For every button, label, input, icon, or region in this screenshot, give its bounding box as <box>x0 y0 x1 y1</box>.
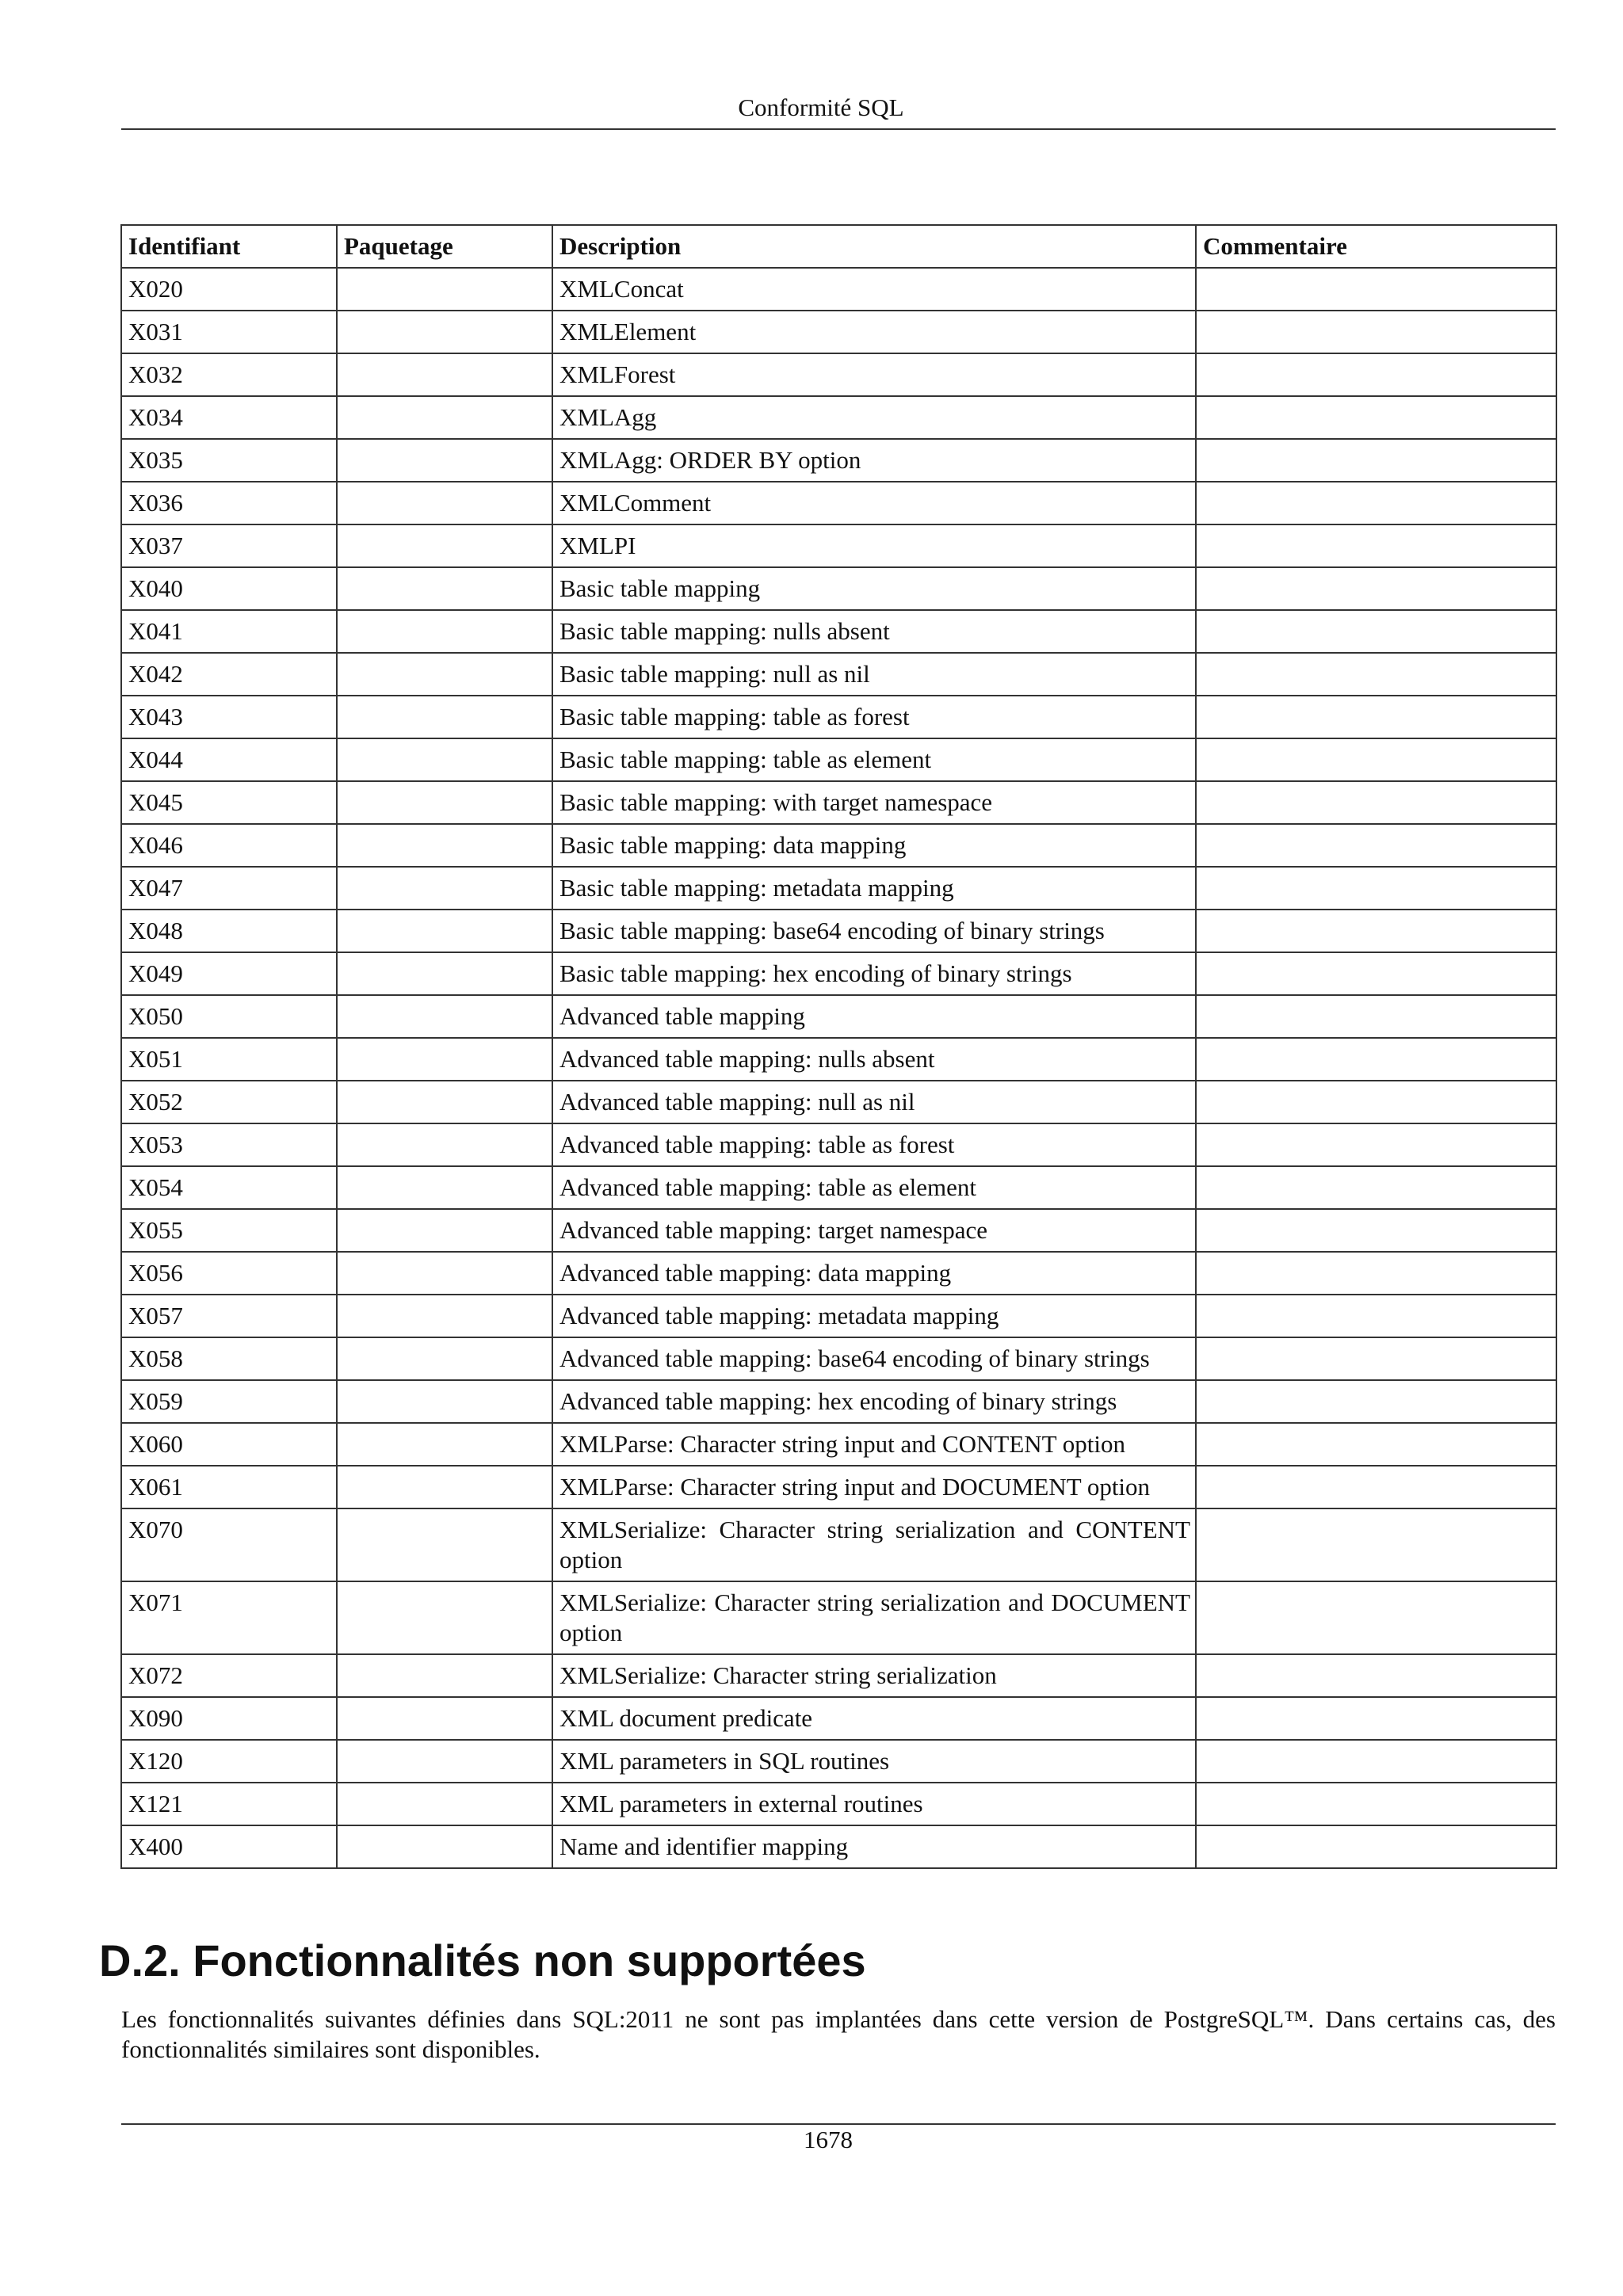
cell-description: Basic table mapping: hex encoding of binary strings <box>552 952 1196 995</box>
table-row <box>121 1252 1556 1295</box>
cell-commentaire <box>1196 995 1556 1038</box>
table-row <box>121 268 1556 311</box>
cell-paquetage <box>337 524 552 567</box>
cell-paquetage <box>337 1783 552 1825</box>
cell-paquetage <box>337 567 552 610</box>
cell-commentaire <box>1196 1423 1556 1466</box>
table-row <box>121 610 1556 653</box>
page-number: 1678 <box>804 2126 853 2153</box>
cell-commentaire <box>1196 1081 1556 1123</box>
cell-commentaire <box>1196 1508 1556 1581</box>
cell-description: XMLAgg <box>552 396 1196 439</box>
cell-paquetage <box>337 268 552 311</box>
cell-paquetage <box>337 910 552 952</box>
cell-description: XMLSerialize: Character string serialization and CONTENT option <box>552 1508 1196 1581</box>
cell-identifiant: X058 <box>121 1337 337 1380</box>
cell-commentaire <box>1196 1123 1556 1166</box>
cell-paquetage <box>337 1337 552 1380</box>
table-row <box>121 1825 1556 1868</box>
cell-commentaire <box>1196 1581 1556 1654</box>
cell-commentaire <box>1196 353 1556 396</box>
cell-identifiant: X061 <box>121 1466 337 1508</box>
cell-description: XMLAgg: ORDER BY option <box>552 439 1196 482</box>
column-header-paquetage: Paquetage <box>337 225 552 268</box>
cell-identifiant: X042 <box>121 653 337 696</box>
cell-description: XML parameters in SQL routines <box>552 1740 1196 1783</box>
cell-commentaire <box>1196 268 1556 311</box>
cell-description: Basic table mapping: base64 encoding of binary strings <box>552 910 1196 952</box>
table-row <box>121 439 1556 482</box>
cell-paquetage <box>337 1466 552 1508</box>
table-row <box>121 311 1556 353</box>
cell-identifiant: X090 <box>121 1697 337 1740</box>
cell-identifiant: X044 <box>121 738 337 781</box>
table-row <box>121 1166 1556 1209</box>
cell-identifiant: X035 <box>121 439 337 482</box>
cell-identifiant: X050 <box>121 995 337 1038</box>
cell-commentaire <box>1196 482 1556 524</box>
cell-commentaire <box>1196 824 1556 867</box>
cell-paquetage <box>337 1697 552 1740</box>
cell-description: Advanced table mapping: target namespace <box>552 1209 1196 1252</box>
cell-identifiant: X121 <box>121 1783 337 1825</box>
cell-identifiant: X034 <box>121 396 337 439</box>
cell-commentaire <box>1196 610 1556 653</box>
cell-identifiant: X057 <box>121 1295 337 1337</box>
cell-paquetage <box>337 1380 552 1423</box>
cell-description: Advanced table mapping: table as element <box>552 1166 1196 1209</box>
cell-description: Basic table mapping: table as forest <box>552 696 1196 738</box>
cell-description: Basic table mapping: data mapping <box>552 824 1196 867</box>
features-table <box>120 224 1557 1869</box>
cell-identifiant: X031 <box>121 311 337 353</box>
table-row <box>121 1740 1556 1783</box>
cell-identifiant: X055 <box>121 1209 337 1252</box>
table-row <box>121 952 1556 995</box>
cell-description: XMLForest <box>552 353 1196 396</box>
table-row <box>121 781 1556 824</box>
table-body <box>121 268 1556 1868</box>
footer-rule <box>121 2123 1556 2125</box>
cell-paquetage <box>337 1038 552 1081</box>
cell-description: Advanced table mapping: nulls absent <box>552 1038 1196 1081</box>
cell-description: Basic table mapping <box>552 567 1196 610</box>
table-row <box>121 1209 1556 1252</box>
cell-commentaire <box>1196 439 1556 482</box>
column-header-description: Description <box>552 225 1196 268</box>
cell-identifiant: X049 <box>121 952 337 995</box>
cell-paquetage <box>337 610 552 653</box>
cell-commentaire <box>1196 1166 1556 1209</box>
cell-commentaire <box>1196 1252 1556 1295</box>
cell-description: XMLParse: Character string input and CONTENT option <box>552 1423 1196 1466</box>
cell-description: Advanced table mapping: base64 encoding of binary strings <box>552 1337 1196 1380</box>
table-row <box>121 653 1556 696</box>
cell-identifiant: X037 <box>121 524 337 567</box>
cell-commentaire <box>1196 1466 1556 1508</box>
cell-description: XMLPI <box>552 524 1196 567</box>
cell-paquetage <box>337 1295 552 1337</box>
cell-commentaire <box>1196 1783 1556 1825</box>
table-row <box>121 1295 1556 1337</box>
cell-commentaire <box>1196 653 1556 696</box>
cell-commentaire <box>1196 781 1556 824</box>
cell-identifiant: X040 <box>121 567 337 610</box>
cell-paquetage <box>337 396 552 439</box>
cell-identifiant: X036 <box>121 482 337 524</box>
cell-description: XMLParse: Character string input and DOCUMENT option <box>552 1466 1196 1508</box>
table-row <box>121 1466 1556 1508</box>
cell-commentaire <box>1196 738 1556 781</box>
cell-paquetage <box>337 1581 552 1654</box>
cell-identifiant: X020 <box>121 268 337 311</box>
cell-description: XMLComment <box>552 482 1196 524</box>
cell-identifiant: X053 <box>121 1123 337 1166</box>
cell-paquetage <box>337 1252 552 1295</box>
table-row <box>121 1423 1556 1466</box>
table-row <box>121 1783 1556 1825</box>
cell-commentaire <box>1196 311 1556 353</box>
cell-paquetage <box>337 1209 552 1252</box>
table-row <box>121 482 1556 524</box>
cell-description: XMLElement <box>552 311 1196 353</box>
cell-commentaire <box>1196 1295 1556 1337</box>
cell-identifiant: X070 <box>121 1508 337 1581</box>
cell-identifiant: X071 <box>121 1581 337 1654</box>
cell-identifiant: X046 <box>121 824 337 867</box>
cell-identifiant: X054 <box>121 1166 337 1209</box>
cell-paquetage <box>337 653 552 696</box>
cell-description: Advanced table mapping: table as forest <box>552 1123 1196 1166</box>
cell-commentaire <box>1196 567 1556 610</box>
cell-description: Basic table mapping: nulls absent <box>552 610 1196 653</box>
cell-description: Advanced table mapping: hex encoding of binary strings <box>552 1380 1196 1423</box>
cell-paquetage <box>337 738 552 781</box>
cell-paquetage <box>337 1123 552 1166</box>
cell-identifiant: X045 <box>121 781 337 824</box>
cell-description: XMLConcat <box>552 268 1196 311</box>
section-paragraph: Les fonctionnalités suivantes définies dans SQL:2011 ne sont pas implantées dans cette version de PostgreSQL™. Dans certains cas, des fonctionnalités similaires sont disponibles. <box>121 2005 1556 2063</box>
cell-commentaire <box>1196 1697 1556 1740</box>
cell-commentaire <box>1196 1337 1556 1380</box>
cell-identifiant: X060 <box>121 1423 337 1466</box>
cell-commentaire <box>1196 1038 1556 1081</box>
cell-identifiant: X072 <box>121 1654 337 1697</box>
cell-identifiant: X052 <box>121 1081 337 1123</box>
table-header-row <box>121 225 1556 268</box>
cell-commentaire <box>1196 1209 1556 1252</box>
cell-commentaire <box>1196 1825 1556 1868</box>
table-row <box>121 396 1556 439</box>
cell-paquetage <box>337 952 552 995</box>
cell-commentaire <box>1196 910 1556 952</box>
cell-description: XML document predicate <box>552 1697 1196 1740</box>
table-row <box>121 353 1556 396</box>
cell-description: Advanced table mapping <box>552 995 1196 1038</box>
table-row <box>121 696 1556 738</box>
cell-identifiant: X056 <box>121 1252 337 1295</box>
cell-commentaire <box>1196 524 1556 567</box>
cell-identifiant: X041 <box>121 610 337 653</box>
table-row <box>121 995 1556 1038</box>
cell-paquetage <box>337 353 552 396</box>
cell-description: XMLSerialize: Character string serialization <box>552 1654 1196 1697</box>
cell-description: Basic table mapping: metadata mapping <box>552 867 1196 910</box>
cell-commentaire <box>1196 1380 1556 1423</box>
cell-paquetage <box>337 1825 552 1868</box>
column-header-identifiant: Identifiant <box>121 225 337 268</box>
table-row <box>121 524 1556 567</box>
cell-description: Basic table mapping: with target namespace <box>552 781 1196 824</box>
running-header: Conformité SQL <box>738 93 904 121</box>
cell-description: Advanced table mapping: metadata mapping <box>552 1295 1196 1337</box>
cell-identifiant: X032 <box>121 353 337 396</box>
cell-paquetage <box>337 824 552 867</box>
cell-identifiant: X048 <box>121 910 337 952</box>
cell-identifiant: X120 <box>121 1740 337 1783</box>
cell-identifiant: X059 <box>121 1380 337 1423</box>
table-row <box>121 1697 1556 1740</box>
table-row <box>121 1581 1556 1654</box>
cell-commentaire <box>1196 952 1556 995</box>
cell-paquetage <box>337 1740 552 1783</box>
cell-paquetage <box>337 1423 552 1466</box>
cell-paquetage <box>337 1508 552 1581</box>
table-row <box>121 1337 1556 1380</box>
cell-paquetage <box>337 995 552 1038</box>
cell-paquetage <box>337 867 552 910</box>
table-row <box>121 1123 1556 1166</box>
header-rule <box>121 128 1556 130</box>
table-row <box>121 1654 1556 1697</box>
cell-description: XMLSerialize: Character string serialization and DOCUMENT option <box>552 1581 1196 1654</box>
table-row <box>121 567 1556 610</box>
cell-paquetage <box>337 1166 552 1209</box>
cell-commentaire <box>1196 1740 1556 1783</box>
table-row <box>121 867 1556 910</box>
cell-description: XML parameters in external routines <box>552 1783 1196 1825</box>
cell-description: Name and identifier mapping <box>552 1825 1196 1868</box>
cell-paquetage <box>337 482 552 524</box>
table-row <box>121 738 1556 781</box>
cell-description: Basic table mapping: null as nil <box>552 653 1196 696</box>
cell-identifiant: X400 <box>121 1825 337 1868</box>
cell-commentaire <box>1196 1654 1556 1697</box>
cell-commentaire <box>1196 867 1556 910</box>
cell-identifiant: X051 <box>121 1038 337 1081</box>
cell-identifiant: X043 <box>121 696 337 738</box>
table-row <box>121 1380 1556 1423</box>
section-heading: D.2. Fonctionnalités non supportées <box>99 1936 866 1985</box>
cell-paquetage <box>337 439 552 482</box>
cell-paquetage <box>337 1654 552 1697</box>
cell-paquetage <box>337 696 552 738</box>
table-row <box>121 1038 1556 1081</box>
cell-paquetage <box>337 1081 552 1123</box>
table-row <box>121 1508 1556 1581</box>
cell-description: Basic table mapping: table as element <box>552 738 1196 781</box>
cell-paquetage <box>337 311 552 353</box>
table-row <box>121 1081 1556 1123</box>
table-row <box>121 824 1556 867</box>
cell-description: Advanced table mapping: data mapping <box>552 1252 1196 1295</box>
table-row <box>121 910 1556 952</box>
column-header-commentaire: Commentaire <box>1196 225 1556 268</box>
cell-identifiant: X047 <box>121 867 337 910</box>
cell-description: Advanced table mapping: null as nil <box>552 1081 1196 1123</box>
cell-paquetage <box>337 781 552 824</box>
cell-commentaire <box>1196 396 1556 439</box>
cell-commentaire <box>1196 696 1556 738</box>
